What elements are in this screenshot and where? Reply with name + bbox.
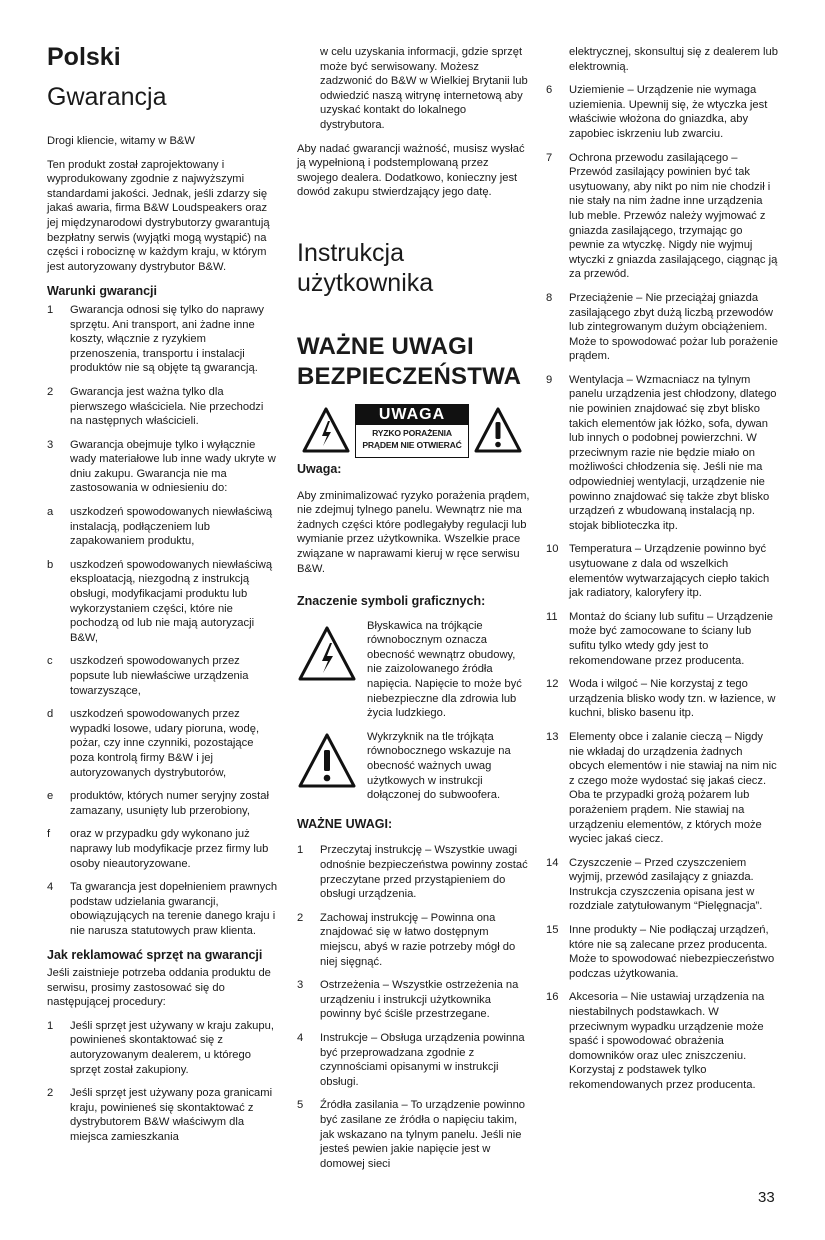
list-item (47, 827, 278, 871)
symbol-lightning-row (297, 619, 530, 721)
list-item (297, 843, 530, 901)
item-number: 2 (297, 911, 304, 924)
column-safety-continued (546, 45, 780, 1102)
list-item (47, 438, 278, 496)
list-item (546, 83, 780, 141)
safety-title-line2: BEZPIECZEŃSTWA (297, 362, 522, 390)
caution-label-line1: RYZKO PORAŻENIA (372, 427, 452, 438)
item-number: 12 (546, 678, 559, 691)
list-item (297, 1098, 530, 1171)
exclamation-triangle-icon (297, 732, 357, 790)
item-number: 10 (546, 543, 559, 556)
item-number: c (47, 655, 53, 668)
item-number: 8 (546, 291, 553, 304)
item-text: Gwarancja jest ważna tylko dla pierwszego właściciela. Nie przechodzi na następnych właścicieli. (70, 385, 264, 428)
list-item (546, 610, 780, 668)
item-text: Przeczytaj instrukcję – Wszystkie uwagi odnośnie bezpieczeństwa powinny zostać przeczytane przed przystąpieniem do obsługi urządzenia. (320, 844, 528, 901)
item-number: 1 (47, 303, 54, 316)
item-number: 1 (297, 844, 304, 857)
item-number: 2 (47, 385, 54, 398)
item-text: Woda i wilgoć – Nie korzystaj z tego urządzenia blisko wody tzn. w łazience, w kuchni, blisko basenu itp. (569, 678, 776, 720)
caution-heading: Uwaga: (297, 461, 342, 476)
item-text: Źródła zasilania – To urządzenie powinno być zasilane ze źródła o napięciu takim, jak wskazano na tylnym panelu. Jeśli nie jesteś pewien jakie napięcie jest w domowej sieci (320, 1099, 526, 1170)
list-item (47, 880, 278, 938)
item-number: 13 (546, 730, 559, 743)
item-text: uszkodzeń spowodowanych niewłaściwą instalacją, podłączeniem lub zapakowaniem produktu, (70, 506, 273, 548)
manual-title-line2: użytkownika (297, 268, 434, 297)
important-list-continued (546, 83, 780, 1092)
safety-title (297, 332, 530, 392)
list-item (47, 789, 278, 818)
item-text: uszkodzeń spowodowanych niewłaściwą eksploatacją, niezgodną z instrukcją obsługi, modyfikacjami produktu lub wykorzystaniem części, które nie pochodzą od lub nie mają autoryzacji B&W, (70, 558, 273, 644)
caution-label-graphic (297, 404, 530, 460)
claim-steps-list (47, 1019, 278, 1145)
item-text: uszkodzeń spowodowanych przez wypadki losowe, udary pioruna, wodę, pożar, czy inne czynniki, pozostające poza kontrolą firmy B&W i jej autoryzowanych dystrybutorów, (70, 708, 260, 779)
item-number: 7 (546, 151, 553, 164)
item-number: d (47, 708, 54, 721)
item-text: Montaż do ściany lub sufitu – Urządzenie może być zamocowane to ściany lub sufitu tylko wtedy gdy jest to rekomendowane przez producenta. (569, 610, 773, 667)
manual-title (297, 238, 530, 298)
greeting-text: Drogi kliencie, witamy w B&W (47, 135, 195, 147)
item-text: Przeciążenie – Nie przeciążaj gniazda zasilającego zbyt dużą liczbą przewodów lub zintegrowanym dużym obciążeniem. Może to spowodować pożar lub porażenie prądem. (569, 291, 778, 363)
list-item (546, 856, 780, 914)
conditions-heading: Warunki gwarancji (47, 284, 157, 299)
item-number: 11 (546, 610, 558, 623)
list-item (546, 730, 780, 847)
language-heading: Polski (47, 43, 121, 71)
lightning-triangle-icon (297, 625, 357, 683)
claim-intro-text: Jeśli zaistnieje potrzeba oddania produktu de serwisu, prosimy zastosować się do następującej procedury: (47, 967, 271, 1009)
item-text: uszkodzeń spowodowanych przez popsute lub niewłaściwe urządzenia towarzyszące, (70, 655, 249, 697)
safety-title-line1: WAŻNE UWAGI (297, 332, 474, 360)
item-text: produktów, których numer seryjny został zamazany, usunięty lub przerobiony, (70, 790, 269, 817)
item-text: Ta gwarancja jest dopełnieniem prawnych podstaw udzielania gwarancji, obowiązujących na terenie danego kraju i nie narusza statutowych praw klienta. (70, 881, 278, 937)
lightning-warning-icon (301, 406, 351, 454)
item-text: Gwarancja odnosi się tylko do naprawy sprzętu. Ani transport, ani żadne inne koszty, włącznie z ryzykiem przenoszenia, transportu i instalacji produktów nie są objęte tą gwarancją. (70, 303, 265, 375)
important-list (297, 843, 530, 1171)
symbol-exclaim-row (297, 730, 530, 803)
symbol-lightning-text: Błyskawica na trójkącie równobocznym oznacza obecność wewnątrz obudowy, nie zaizolowanego źródła napięcia. Napięcie to może być niebezpieczne dla zdrowia lub życia ludzkiego. (367, 619, 522, 720)
exclamation-warning-icon (473, 406, 523, 454)
item-number: 15 (546, 924, 559, 937)
item-text: Gwarancja obejmuje tylko i wyłącznie wady materiałowe lub inne wady ukryte w dniu zakupu. Gwarancja nie ma zastosowania w odniesieniu do: (70, 438, 276, 495)
caution-label-line2: PRĄDEM NIE OTWIERAĆ (362, 439, 462, 450)
claim-heading: Jak reklamować sprzęt na gwarancji (47, 947, 263, 962)
item-text: Instrukcje – Obsługa urządzenia powinna być przeprowadzana zgodnie z czynnościami opisanymi w instrukcji obsługi. (320, 1031, 525, 1088)
item-text: Temperatura – Urządzenie powinno być usytuowane z dala od wszelkich elementów wytwarzających ciepło takich jak radiatory, kaloryfery itp. (569, 543, 770, 600)
list-item (546, 291, 780, 364)
item-text: Uziemienie – Urządzenie nie wymaga uziemienia. Upewnij się, że wtyczka jest właściwie włożona do gniazdka, aby zapobiec iskrzeniu lub zwarciu. (569, 84, 768, 140)
item-text: Elementy obce i zalanie cieczą – Nigdy nie wkładaj do urządzenia żadnych obcych elementów i nie stawiaj na nim nic z czego może wydostać się jakaś ciecz. Oba te przypadki grożą pożarem lub porażeniem prądem. Nie stawiaj na urządzeniu elementów, z których może wyciec jakaś ciecz. (569, 730, 777, 846)
list-item (47, 505, 278, 549)
column-warranty (47, 42, 278, 1154)
item-number: f (47, 828, 51, 841)
list-item (546, 373, 780, 534)
important-heading: WAŻNE UWAGI: (297, 816, 393, 831)
item-text: oraz w przypadku gdy wykonano już naprawy lub modyfikacje przez firmy lub osoby nieautoryzowane. (70, 828, 269, 870)
item-number: e (47, 790, 54, 803)
item-number: 1 (47, 1019, 54, 1032)
caution-text: Aby zminimalizować ryzyko porażenia prądem, nie zdejmuj tylnego panelu. Wewnątrz nie ma żadnych części które podlegałyby regulacji lub wymianie przez użytkownika. Wszelkie prace związane w naprawami kieruj w ręce serwisu B&W. (297, 489, 530, 575)
item-number: a (47, 506, 54, 519)
item-text: Ostrzeżenia – Wszystkie ostrzeżenia na urządzeniu i instrukcji użytkownika powinny być ściśle przestrzegane. (320, 979, 519, 1021)
list-item (47, 385, 278, 429)
item-text: Jeśli sprzęt jest używany w kraju zakupu, powinieneś skontaktować się z autoryzowanym dealerem, u którego sprzęt został zakupiony. (70, 1019, 274, 1076)
list-item (47, 707, 278, 780)
intro-text: Ten produkt został zaprojektowany i wyprodukowany zgodnie z najwyższymi standardami jakości. Jednak, jeśli zdarzy się jakaś awaria, firma B&W Loudspeakers oraz jej międzynarodowi dystrybutorzy gwarantują bezpłatny serwis (wyjątki mogą wystąpić) na części i robociznę w każdym kraju, w którym jest autoryzowany dystrybutor B&W. (47, 158, 270, 273)
manual-title-line1: Instrukcja (297, 238, 404, 267)
item-number: 3 (297, 979, 304, 992)
symbol-exclaim-text: Wykrzyknik na tle trójkąta równobocznego wskazuje na obecność ważnych uwag użytkowych w instrukcji dołączonej do subwoofera. (367, 730, 511, 802)
item-number: 3 (47, 438, 54, 451)
item-number: 6 (546, 84, 553, 97)
caution-label-word: UWAGA (356, 405, 468, 425)
item-number: 16 (546, 991, 559, 1004)
list-item (47, 654, 278, 698)
list-item (47, 558, 278, 646)
list-item (546, 990, 780, 1092)
caution-label-box (355, 404, 469, 458)
item-number: 4 (47, 881, 54, 894)
item-text: Jeśli sprzęt jest używany poza granicami kraju, powinieneś się skontaktować z dystrybutorem B&W właściwym dla miejsca zamieszkania (70, 1087, 273, 1144)
item-number: 2 (47, 1087, 54, 1100)
list-item (297, 911, 530, 969)
item-number: 4 (297, 1031, 304, 1044)
list-item (47, 1019, 278, 1077)
conditions-list (47, 303, 278, 939)
item-text: Zachowaj instrukcję – Powinna ona znajdować się w łatwo dostępnym miejscu, abyś w razie potrzeby mógł do niej sięgnąć. (320, 911, 516, 968)
list-item (297, 1031, 530, 1089)
warranty-title: Gwarancja (47, 83, 167, 111)
item-text: Czyszczenie – Przed czyszczeniem wyjmij, przewód zasilający z gniazda. Instrukcja czyszczenia opisana jest w rozdziale zatytułowanym “Pielęgnacja”. (569, 856, 763, 913)
list-item (297, 978, 530, 1022)
claim-continuation-text: w celu uzyskania informacji, gdzie sprzęt może być serwisowany. Możesz zadzwonić do B&W w Wielkiej Brytanii lub odwiedzić naszą witrynę internetową aby uzyskać kontakt do lokalnego dystrybutora. (320, 46, 528, 131)
list-item (546, 151, 780, 282)
page-number: 33 (758, 1189, 775, 1206)
list-item (47, 1086, 278, 1144)
list-item (546, 677, 780, 721)
item-number: 14 (546, 856, 559, 869)
validity-text: Aby nadać gwarancji ważność, musisz wysłać ją wypełnioną i podstemplowaną przez swojego dealera. Dodatkowo, konieczny jest dowód zakupu stwierdzający jego datę. (297, 142, 525, 199)
list-item (47, 303, 278, 376)
item-number: 9 (546, 373, 553, 386)
item-5-continuation: elektrycznej, skonsultuj się z dealerem lub elektrownią. (569, 46, 778, 73)
item-text: Ochrona przewodu zasilającego – Przewód zasilający powinien być tak usytuowany, aby nikt po nim nie chodził i nie stały na nim żadne inne urządzenia lub meble. Przewóz należy wyjmować z gniazda zasilającego, trzymając go pewnie za wtyczkę. Nigdy nie wyjmuj wtyczki z gniazda zasilającego, ciągnąc ją za przewód. (569, 151, 778, 281)
item-number: b (47, 558, 54, 571)
column-safety (297, 45, 530, 1180)
item-text: Akcesoria – Nie ustawiaj urządzenia na niestabilnych podstawkach. W przeciwnym wypadku urządzenie może spaść i spowodować obrażenia domowników oraz ulec zniszczeniu. Korzystaj z podstawek tylko rekomendowanych przez producenta. (569, 991, 765, 1091)
list-item (546, 542, 780, 600)
list-item (546, 923, 780, 981)
item-text: Wentylacja – Wzmacniacz na tylnym panelu urządzenia jest chłodzony, dlatego nie powinien znajdować się zbyt blisko takich elementów jak łóżko, sofa, dywan lub innych o podobnej powierzchni. W przeciwnym razie nie będzie miało on możliwości chłodzenia się. Jeśli nie ma odpowiedniej wentylacji, urządzenie nie powinno znajdować się także zbyt blisko urządzeń z wbudowaną instalacją np. stojak biblioteczka itp. (569, 373, 777, 532)
item-number: 5 (297, 1099, 304, 1112)
item-text: Inne produkty – Nie podłączaj urządzeń, które nie są zalecane przez producenta. Może to spowodować niebezpieczeństwo podczas użytkowania. (569, 924, 775, 980)
symbols-heading: Znaczenie symboli graficznych: (297, 594, 486, 609)
